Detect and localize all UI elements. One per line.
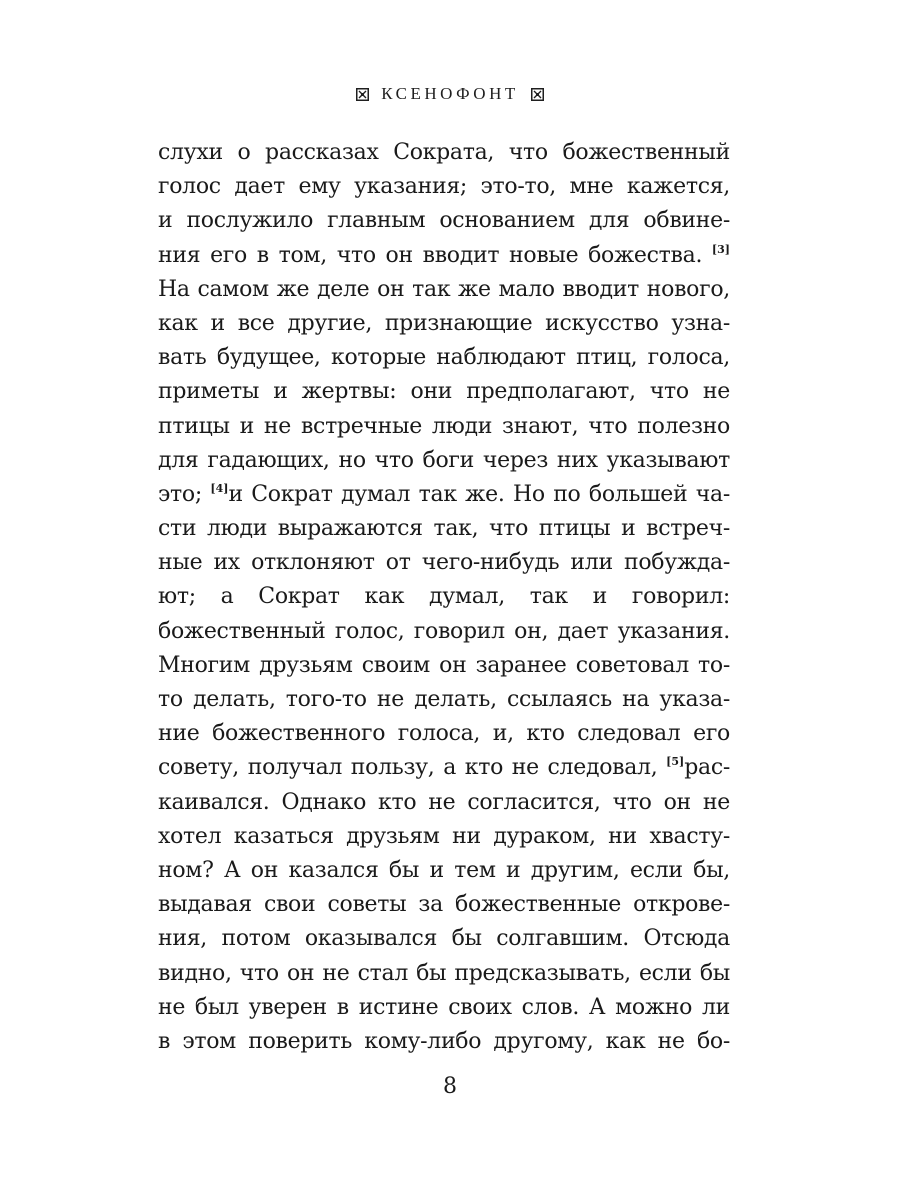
text-line <box>158 410 730 444</box>
footnote-marker[interactable]: [5] <box>666 755 685 769</box>
text-line <box>158 307 730 341</box>
line-text: вать будущее, которые наблюдают птиц, голоса, <box>158 345 730 371</box>
text-line <box>158 170 730 204</box>
text-line <box>158 888 730 922</box>
text-line <box>158 957 730 991</box>
line-text: ют; а Сократ как думал, так и говорил: <box>158 584 730 610</box>
line-text: ные их отклоняют от чего-нибудь или побужда- <box>158 550 730 576</box>
text-line <box>158 991 730 1025</box>
line-text: это; <box>158 481 211 507</box>
line-text: слухи о рассказах Сократа, что божественный <box>158 140 730 165</box>
text-line <box>158 683 730 717</box>
line-text: видно, что он не стал бы предсказывать, если бы <box>158 960 730 986</box>
body-text <box>158 136 730 1059</box>
text-line <box>158 136 730 170</box>
line-text: птицы и не встречные люди знают, что полезно <box>158 413 730 439</box>
line-text: совету, получал пользу, а кто не следовал, <box>158 755 667 781</box>
line-text: приметы и жертвы: они предполагают, что не <box>158 379 730 405</box>
line-text: ния, потом оказывался бы солгавшим. Отсюда <box>158 926 730 952</box>
text-line <box>158 854 730 888</box>
footnote-marker[interactable]: [3] <box>711 242 730 256</box>
text-line <box>158 375 730 409</box>
line-text: голос дает ему указания; это-то, мне кажется, <box>158 174 730 200</box>
text-line <box>158 512 730 546</box>
text-line <box>158 649 730 683</box>
footnote-marker[interactable]: [4] <box>210 481 229 495</box>
page-number: 8 <box>443 1074 457 1099</box>
text-line <box>158 615 730 649</box>
square-ornament-icon <box>356 88 369 101</box>
line-text: ния его в том, что он вводит новые божества. <box>158 242 712 268</box>
line-text: не был уверен в истине своих слов. А можно ли <box>158 994 730 1020</box>
text-line <box>158 786 730 820</box>
text-line <box>158 751 730 785</box>
text-line <box>158 444 730 478</box>
line-text: в этом поверить кому-либо другому, как не бо- <box>158 1028 730 1054</box>
line-text: На самом же деле он так же мало вводит нового, <box>158 276 730 302</box>
line-text: рас- <box>684 755 730 781</box>
running-header <box>0 82 900 106</box>
text-line <box>158 546 730 580</box>
line-text: Многим друзьям своим он заранее советовал то- <box>158 652 730 678</box>
line-text: сти люди выражаются так, что птицы и встреч- <box>158 516 730 542</box>
text-line <box>158 1025 730 1059</box>
running-title: КСЕНОФОНТ <box>381 84 519 103</box>
text-line <box>158 820 730 854</box>
line-text: хотел казаться друзьям ни дураком, ни хвасту- <box>158 823 730 849</box>
line-text: как и все другие, признающие искусство узна- <box>158 310 730 336</box>
line-text: и Сократ думал так же. Но по большей ча- <box>228 481 730 507</box>
line-text: выдавая свои советы за божественные открове- <box>158 892 730 918</box>
line-text: каивался. Однако кто не согласится, что он не <box>158 789 730 815</box>
line-text: для гадающих, но что боги через них указывают <box>158 447 730 473</box>
text-line <box>158 273 730 307</box>
line-text: божественный голос, говорил он, дает указания. <box>158 618 730 644</box>
text-line <box>158 717 730 751</box>
text-line <box>158 922 730 956</box>
line-text: и послужило главным основанием для обвине- <box>158 208 730 234</box>
text-line <box>158 204 730 238</box>
line-text: то делать, того-то не делать, ссылаясь на указа- <box>158 687 730 712</box>
square-ornament-icon <box>531 88 544 101</box>
text-line <box>158 478 730 512</box>
text-line <box>158 580 730 614</box>
line-text: ние божественного голоса, и, кто следовал его <box>158 721 730 747</box>
text-line <box>158 341 730 375</box>
line-text: ном? А он казался бы и тем и другим, если бы, <box>158 857 730 883</box>
text-line <box>158 239 730 273</box>
